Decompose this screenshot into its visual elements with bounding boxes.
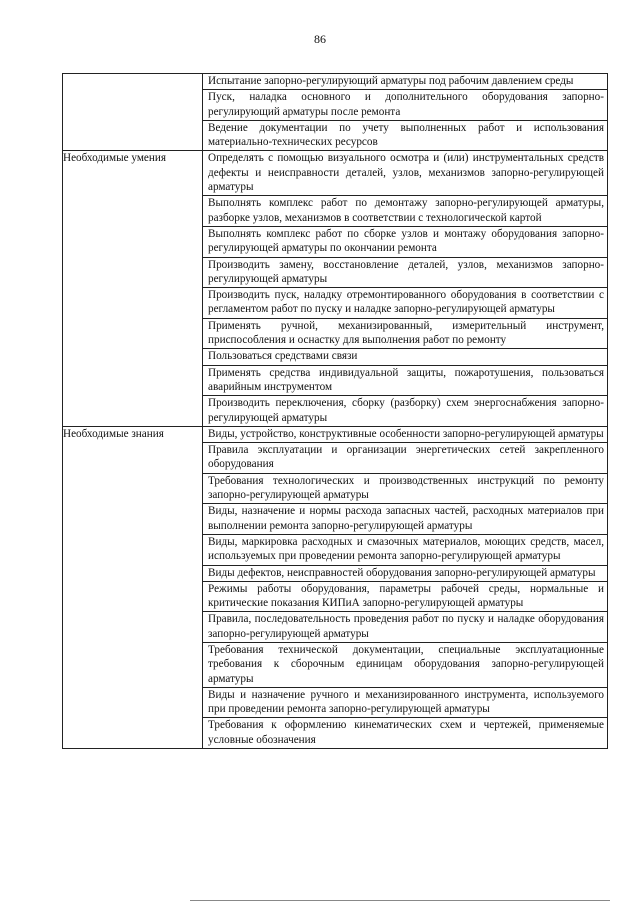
row-label-skills: Необходимые умения bbox=[63, 151, 203, 426]
list-item: Правила, последовательность проведения работ по пуску и наладке оборудования запорно-регулирующей арматуры bbox=[203, 612, 607, 643]
list-item: Виды и назначение ручного и механизированного инструмента, используемого при проведении ремонта запорно-регулирующей арматуры bbox=[203, 688, 607, 719]
list-item: Производить пуск, наладку отремонтированного оборудования в соответствии с регламентом работ по пуску и наладке запорно-регулирующей арматуры bbox=[203, 288, 607, 319]
row-content bbox=[203, 74, 608, 151]
table-row bbox=[63, 74, 608, 151]
list-item: Виды дефектов, неисправностей оборудования запорно-регулирующей арматуры bbox=[203, 566, 607, 582]
list-item: Виды, назначение и нормы расхода запасных частей, расходных материалов при выполнении ремонта запорно-регулирующей арматуры bbox=[203, 504, 607, 535]
page-number: 86 bbox=[314, 32, 326, 46]
list-item: Требования технологических и производственных инструкций по ремонту запорно-регулирующей арматуры bbox=[203, 474, 607, 505]
scan-edge-line bbox=[190, 900, 610, 901]
list-item: Производить замену, восстановление деталей, узлов, механизмов запорно-регулирующей арматуры bbox=[203, 258, 607, 289]
table-row bbox=[63, 151, 608, 426]
row-label bbox=[63, 74, 203, 151]
list-item: Режимы работы оборудования, параметры рабочей среды, нормальные и критические показания КИПиА запорно-регулирующей арматуры bbox=[203, 582, 607, 613]
list-item: Виды, маркировка расходных и смазочных материалов, моющих средств, масел, используемых при проведении ремонта запорно-регулирующей арматуры bbox=[203, 535, 607, 566]
list-item: Выполнять комплекс работ по демонтажу запорно-регулирующей арматуры, разборке узлов, механизмов в соответствии с технологической картой bbox=[203, 196, 607, 227]
requirements-table bbox=[62, 73, 608, 749]
list-item: Правила эксплуатации и организации энергетических сетей закрепленного оборудования bbox=[203, 443, 607, 474]
list-item: Ведение документации по учету выполненных работ и использования материально-технических ресурсов bbox=[208, 121, 604, 149]
list-item: Выполнять комплекс работ по сборке узлов и монтажу оборудования запорно-регулирующей арматуры по окончании ремонта bbox=[203, 227, 607, 258]
row-label-knowledge: Необходимые знания bbox=[63, 426, 203, 748]
row-content bbox=[203, 426, 608, 748]
list-item: Производить переключения, сборку (разборку) схем энергоснабжения запорно-регулирующей арматуры bbox=[208, 397, 604, 424]
row-content bbox=[203, 151, 608, 426]
list-item: Применять средства индивидуальной защиты, пожаротушения, пользоваться аварийным инструментом bbox=[203, 366, 607, 397]
list-item: Виды, устройство, конструктивные особенности запорно-регулирующей арматуры bbox=[203, 427, 607, 443]
table-row bbox=[63, 426, 608, 748]
list-item: Требования технической документации, специальные эксплуатационные требования к сборочным единицам оборудования запорно-регулирующей арматуры bbox=[203, 643, 607, 688]
list-item: Пользоваться средствами связи bbox=[203, 349, 607, 365]
list-item: Испытание запорно-регулирующий арматуры под рабочим давлением среды bbox=[203, 74, 607, 90]
list-item: Применять ручной, механизированный, измерительный инструмент, приспособления и оснастку для выполнения работ по ремонту bbox=[203, 319, 607, 350]
list-item: Определять с помощью визуального осмотра и (или) инструментальных средств дефекты и неисправности деталей, узлов, механизмов запорно-регулирующей арматуры bbox=[203, 151, 607, 196]
list-item: Требования к оформлению кинематических схем и чертежей, применяемые условные обозначения bbox=[208, 719, 604, 746]
list-item: Пуск, наладка основного и дополнительного оборудования запорно-регулирующий арматуры после ремонта bbox=[203, 90, 607, 121]
